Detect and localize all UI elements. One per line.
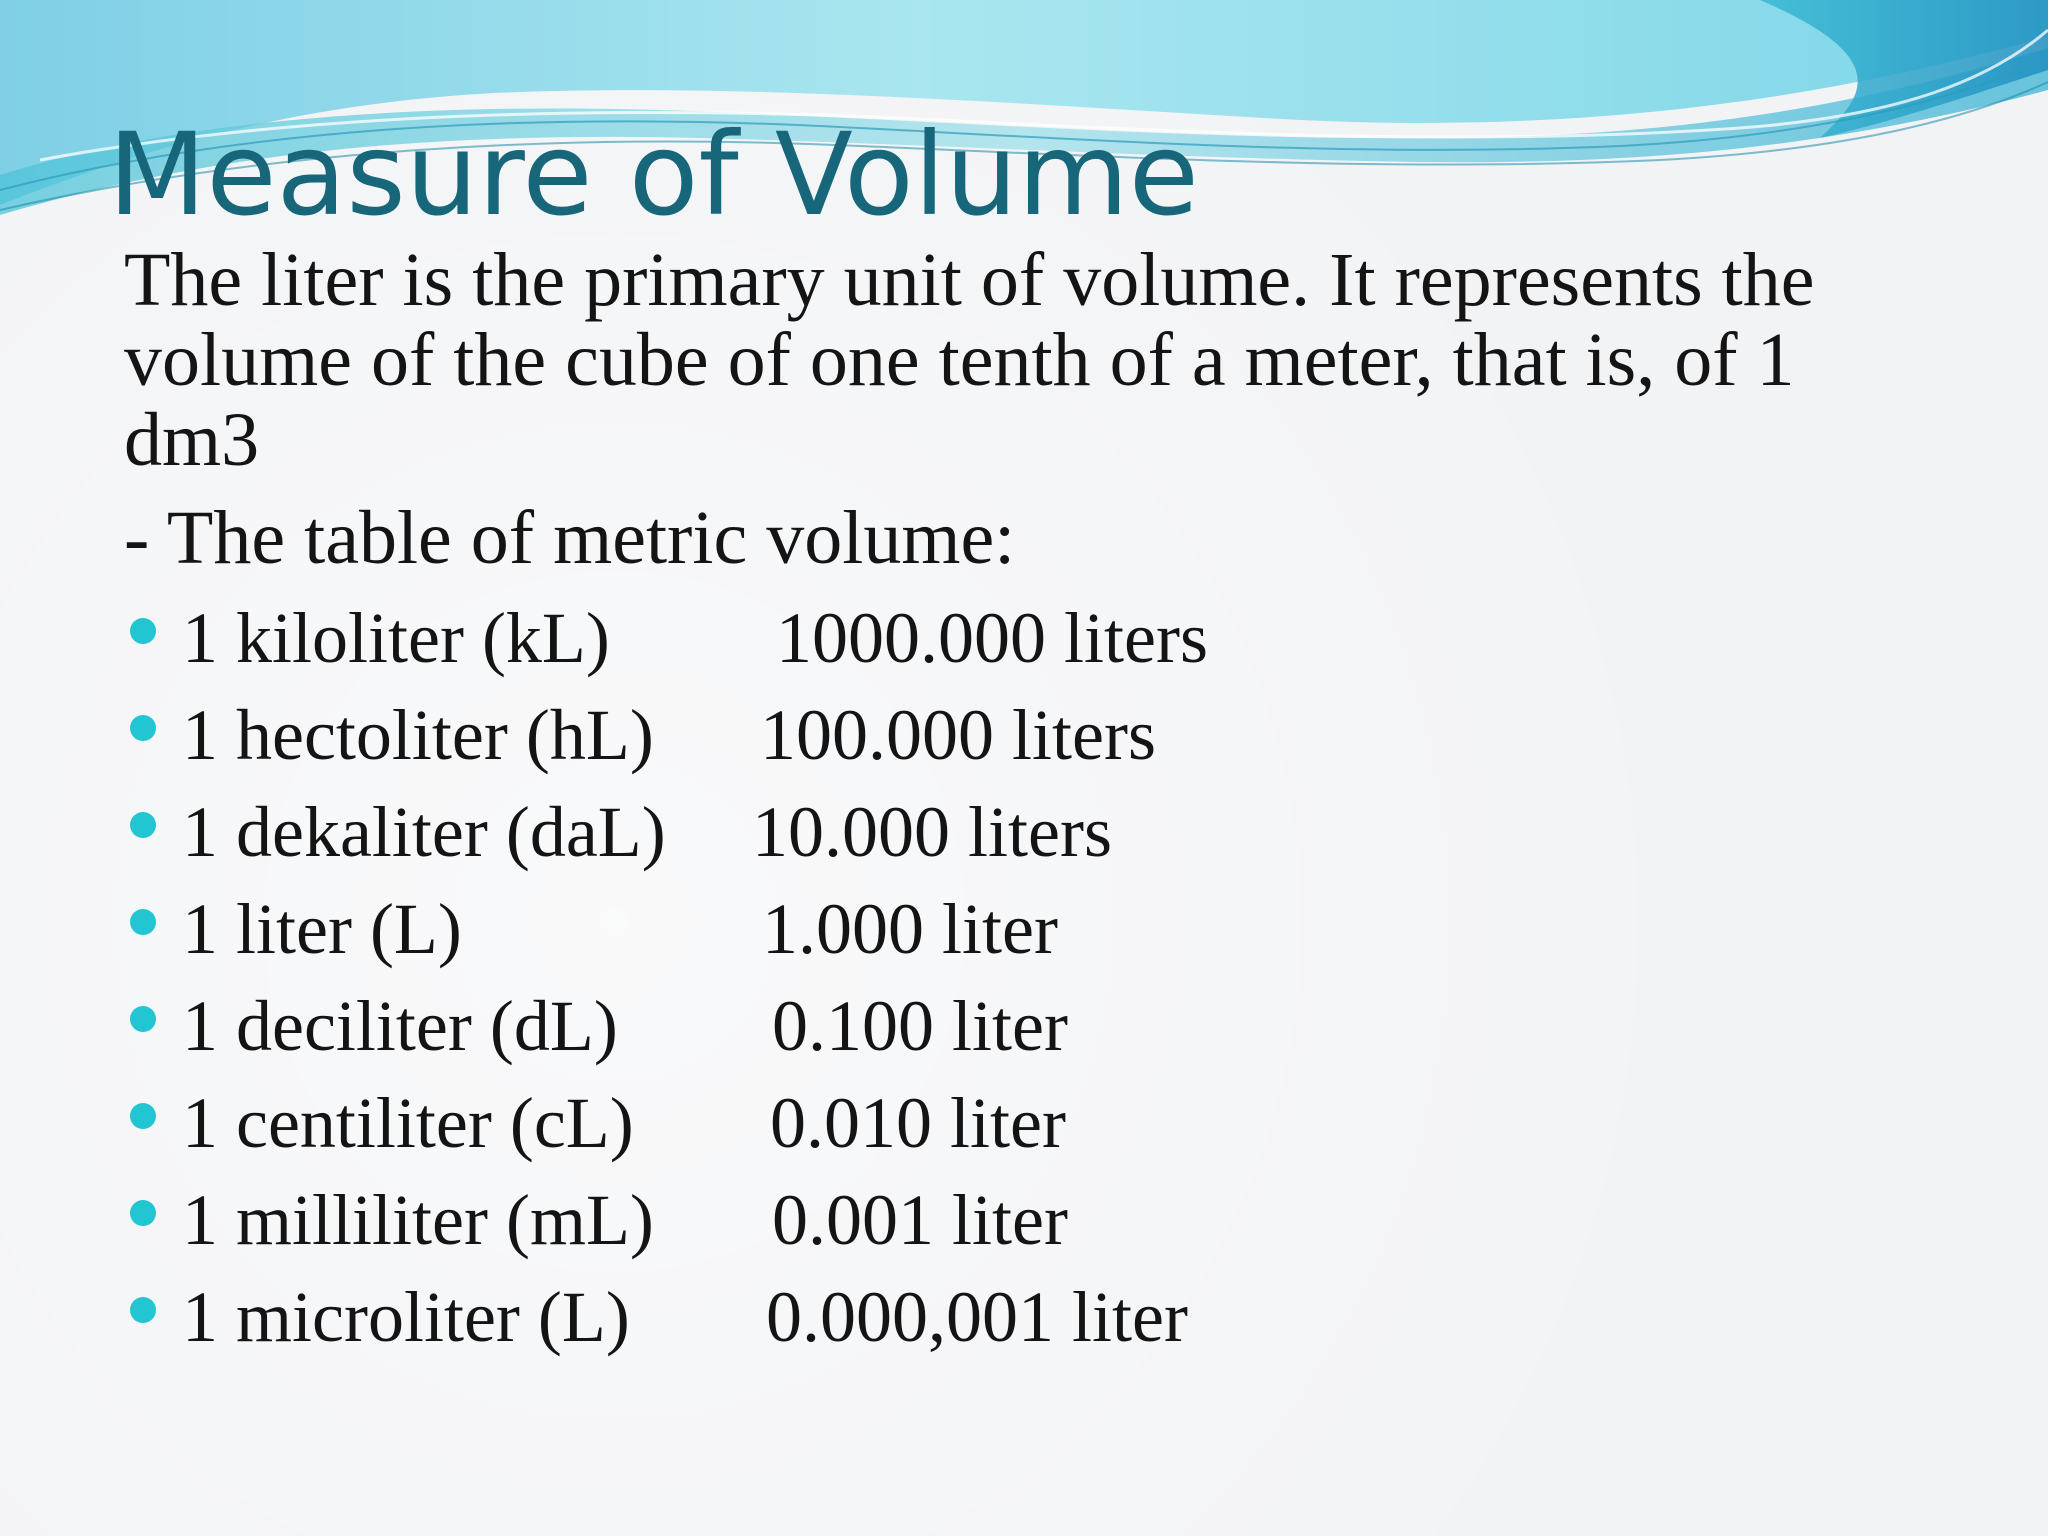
bullet-icon xyxy=(130,1297,156,1323)
unit-name: 1 liter (L) xyxy=(182,889,462,969)
unit-name: 1 deciliter (dL) xyxy=(182,986,618,1066)
list-item-deciliter xyxy=(0,986,1400,1066)
unit-value: 0.000,001 liter xyxy=(766,1277,1188,1357)
intro-line-2: volume of the cube of one tenth of a meter, that is, of 1 xyxy=(124,318,1795,402)
unit-value: 10.000 liters xyxy=(752,792,1112,872)
list-item-kiloliter xyxy=(0,598,1400,678)
intro-line-1: The liter is the primary unit of volume. It represents the xyxy=(124,238,1815,322)
list-item-liter xyxy=(0,889,1400,969)
bullet-icon xyxy=(130,715,156,741)
list-item-hectoliter xyxy=(0,695,1400,775)
list-item-centiliter xyxy=(0,1083,1400,1163)
bullet-icon xyxy=(130,812,156,838)
bullet-icon xyxy=(130,1200,156,1226)
unit-value: 1000.000 liters xyxy=(776,598,1208,678)
bullet-icon xyxy=(130,909,156,935)
bullet-icon xyxy=(130,1006,156,1032)
unit-value: 0.100 liter xyxy=(772,986,1068,1066)
unit-name: 1 milliliter (mL) xyxy=(182,1180,654,1260)
unit-value: 100.000 liters xyxy=(760,695,1156,775)
list-item-milliliter xyxy=(0,1180,1400,1260)
bullet-icon xyxy=(130,1103,156,1129)
unit-value: 0.010 liter xyxy=(770,1083,1066,1163)
table-heading: - The table of metric volume: xyxy=(124,496,1016,580)
unit-name: 1 hectoliter (hL) xyxy=(182,695,654,775)
bullet-icon xyxy=(130,618,156,644)
list-item-dekaliter xyxy=(0,792,1400,872)
unit-name: 1 microliter (L) xyxy=(182,1277,630,1357)
unit-name: 1 dekaliter (daL) xyxy=(182,792,666,872)
slide-title: Measure of Volume xyxy=(108,108,1199,241)
intro-line-3: dm3 xyxy=(124,398,260,482)
unit-name: 1 kiloliter (kL) xyxy=(182,598,610,678)
unit-value: 1.000 liter xyxy=(762,889,1058,969)
unit-value: 0.001 liter xyxy=(772,1180,1068,1260)
unit-name: 1 centiliter (cL) xyxy=(182,1083,634,1163)
list-item-microliter xyxy=(0,1277,1400,1357)
